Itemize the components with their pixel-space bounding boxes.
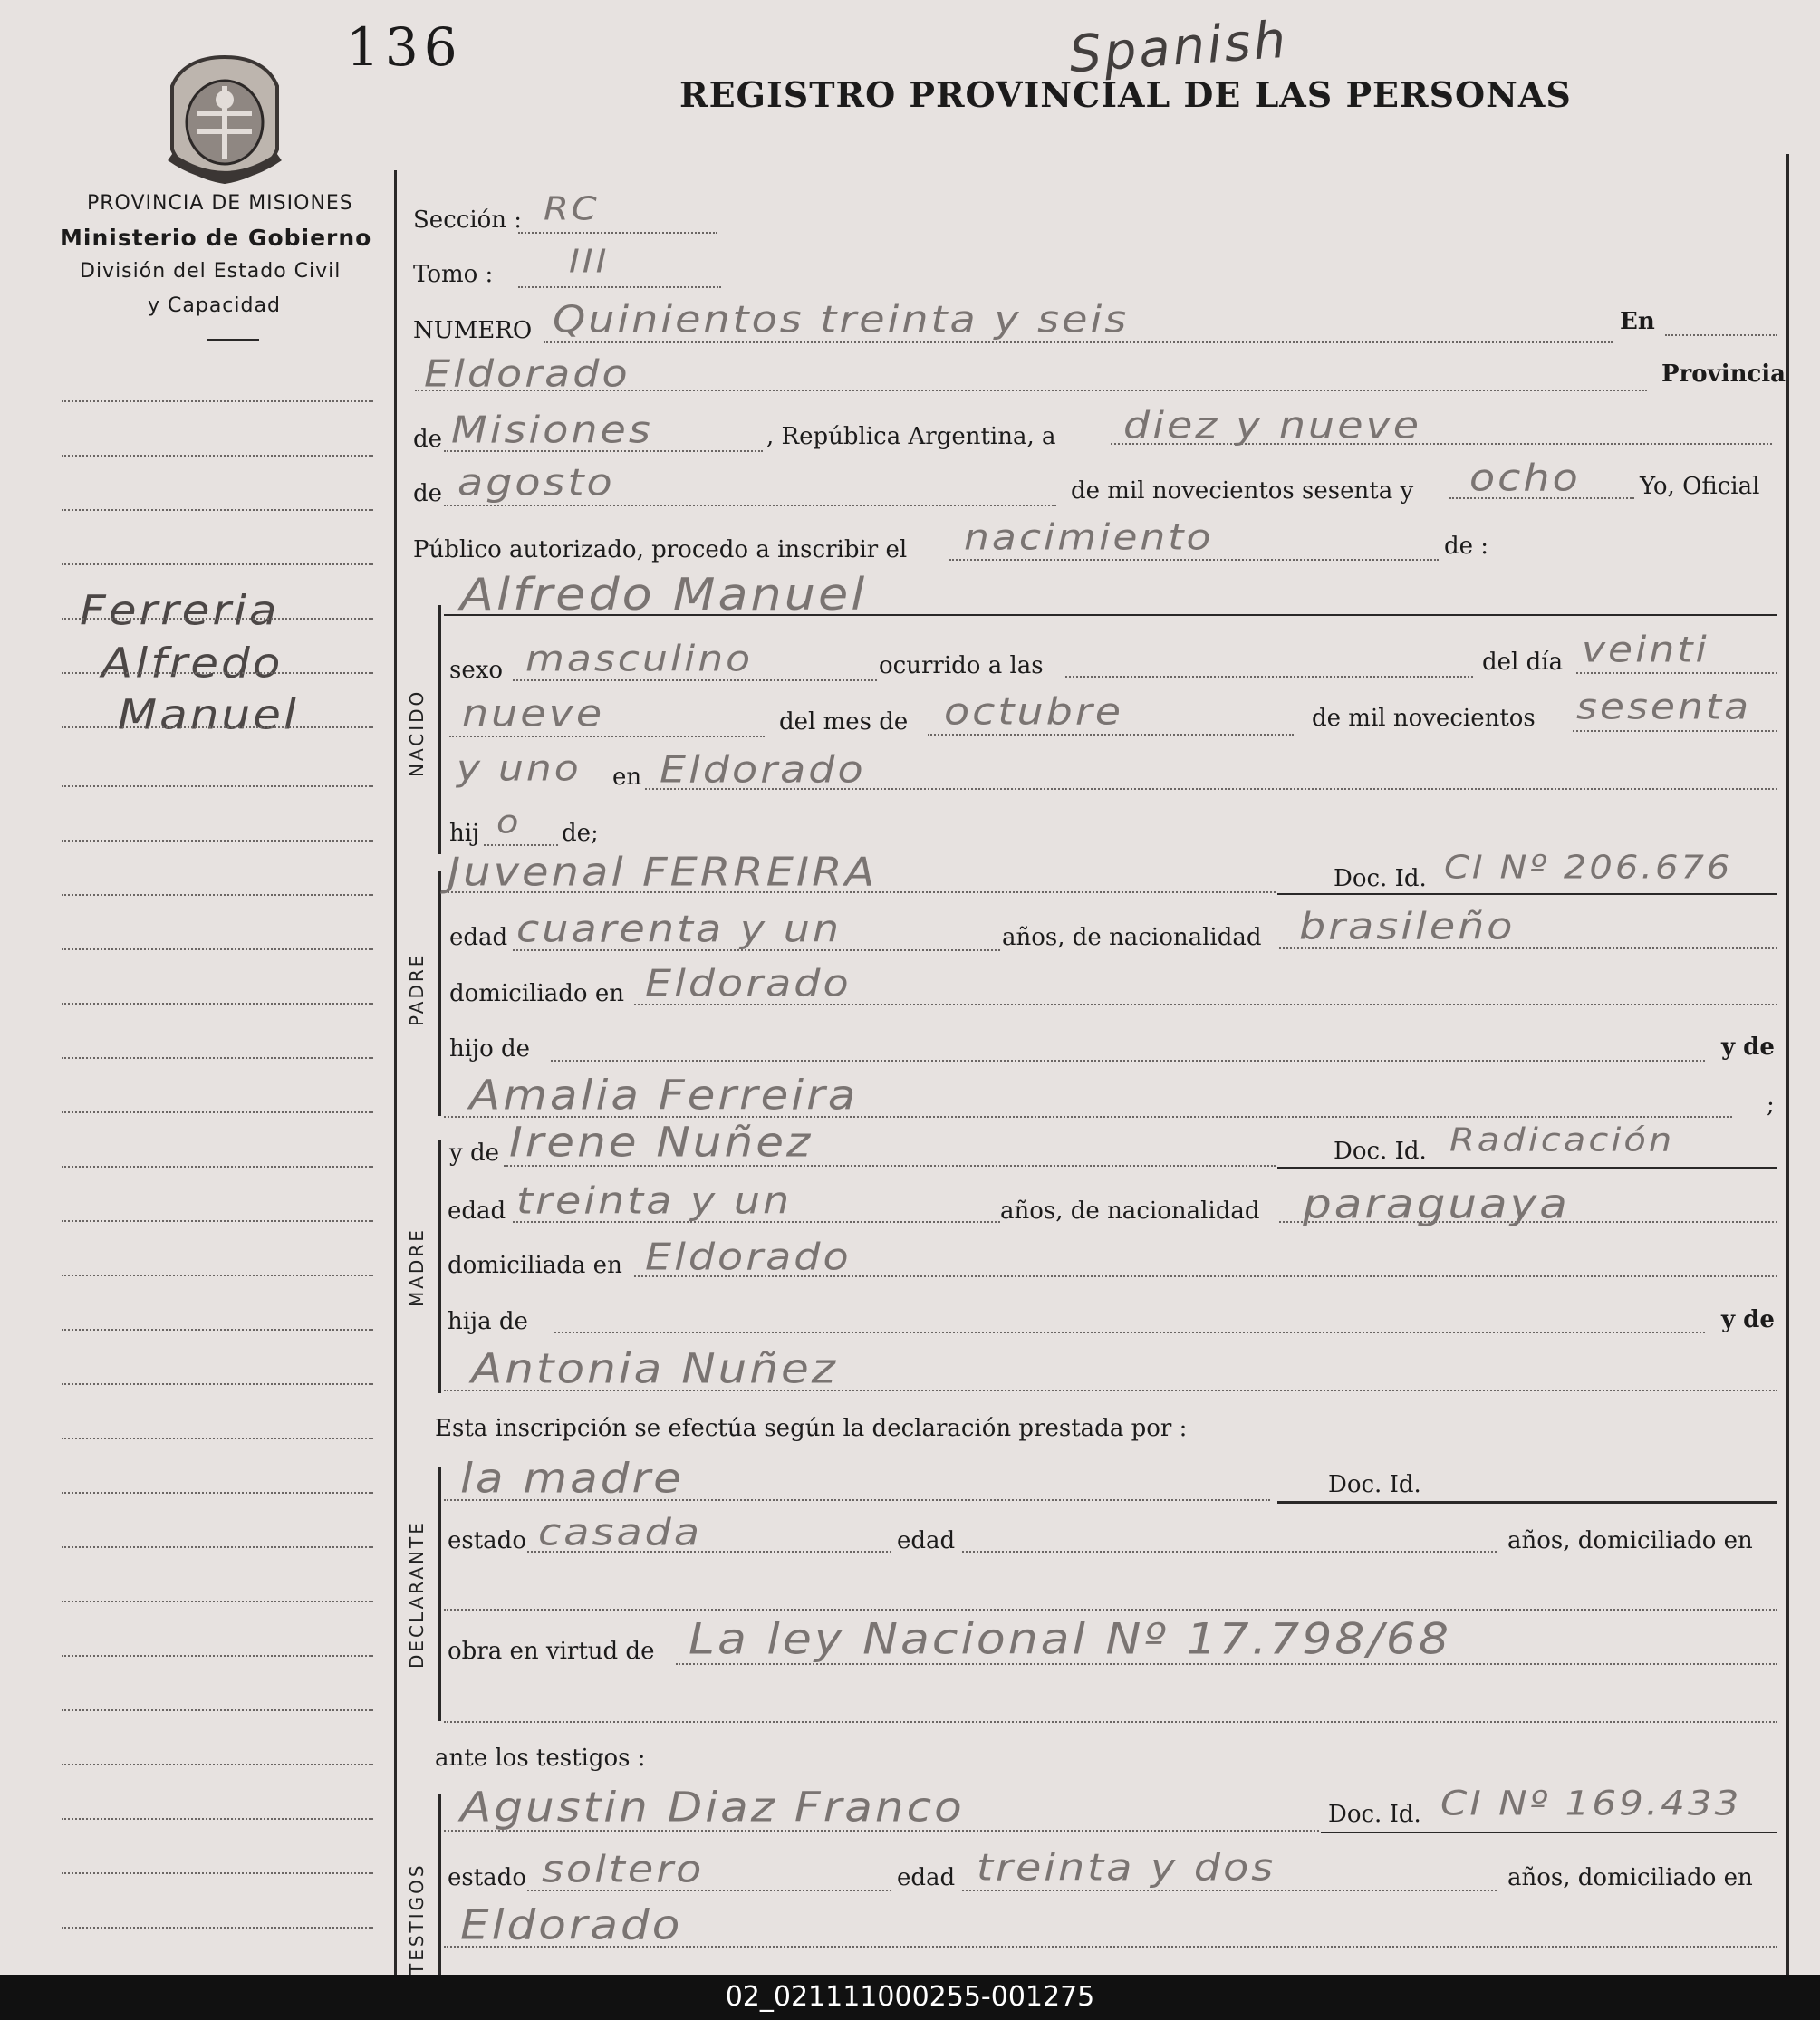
value-padre-dom: Eldorado — [645, 960, 852, 1005]
label-declarante-doc: Doc. Id. — [1328, 1471, 1421, 1498]
label-madre-edad: edad — [448, 1198, 506, 1225]
label-madre-y-de: y de — [449, 1140, 499, 1167]
label-obra: obra en virtud de — [448, 1638, 655, 1665]
label-padre-nac: años, de nacionalidad — [1002, 924, 1262, 951]
value-mes: agosto — [457, 459, 615, 505]
section-label-nacido: NACIDO — [406, 688, 428, 777]
value-madre-nombre: Irene Nuñez — [509, 1118, 814, 1167]
value-hij-suffix: o — [496, 803, 522, 842]
value-madre-edad: treinta y un — [516, 1178, 793, 1223]
value-dia-nac-1: veinti — [1582, 629, 1709, 671]
label-testigo1-doc: Doc. Id. — [1328, 1801, 1421, 1828]
section-label-madre: MADRE — [406, 1227, 428, 1307]
label-de-mil: de mil novecientos sesenta y — [1071, 477, 1414, 505]
header-ministry: Ministerio de Gobierno — [60, 225, 372, 251]
label-de-semicolon: de; — [562, 820, 599, 847]
nacido-bracket — [438, 605, 441, 854]
header-province: PROVINCIA DE MISIONES — [87, 192, 353, 215]
label-de-mil-nov: de mil novecientos — [1312, 705, 1536, 732]
margin-note-line-2: Alfredo — [101, 639, 284, 688]
label-madre-nac: años, de nacionalidad — [1000, 1198, 1260, 1225]
label-semicolon: ; — [1767, 1092, 1775, 1119]
label-tomo: Tomo : — [413, 261, 494, 288]
label-testigo1-anos: años, domiciliado en — [1507, 1864, 1753, 1891]
image-id-footer: 02_021111000255-001275 — [0, 1975, 1820, 2020]
margin-note-line-1: Ferreria — [80, 586, 280, 635]
document-title: REGISTRO PROVINCIAL DE LAS PERSONAS — [679, 74, 1572, 115]
label-hija-de: hija de — [448, 1308, 528, 1335]
margin-note-line-3: Manuel — [118, 690, 299, 739]
value-madre-doc: Radicación — [1449, 1121, 1675, 1159]
label-padre-edad: edad — [449, 924, 508, 951]
label-del-dia: del día — [1482, 649, 1564, 676]
value-seccion: RC — [544, 190, 600, 228]
value-anio-nac-1: sesenta — [1576, 686, 1752, 728]
value-padre-madre: Amalia Ferreira — [469, 1071, 859, 1120]
value-testigo1-doc: CI Nº 169.433 — [1440, 1783, 1742, 1823]
section-label-testigos: TESTIGOS — [406, 1862, 428, 1975]
label-esta-inscripcion: Esta inscripción se efectúa según la declaración prestada por : — [435, 1415, 1188, 1442]
label-madre-doc: Doc. Id. — [1334, 1138, 1427, 1165]
value-madre-dom: Eldorado — [645, 1234, 852, 1279]
label-de-colon: de : — [1444, 533, 1489, 560]
value-dia-nac-2: nueve — [462, 690, 605, 736]
madre-bracket — [438, 1140, 441, 1393]
value-madre-madre: Antonia Nuñez — [471, 1344, 838, 1393]
value-testigo1-estado: soltero — [542, 1846, 705, 1891]
label-hijo-de: hijo de — [449, 1035, 531, 1063]
label-de-1: de — [413, 426, 443, 453]
value-acto: nacimiento — [964, 516, 1214, 559]
label-yo-oficial: Yo, Oficial — [1640, 473, 1760, 500]
label-declarante-anos: años, domiciliado en — [1507, 1527, 1753, 1554]
frame-right-rule — [1786, 154, 1789, 1975]
value-declarante: la madre — [460, 1454, 684, 1503]
label-de-2: de — [413, 480, 443, 507]
label-madre-dom: domiciliada en — [448, 1252, 622, 1279]
frame-left-rule — [394, 170, 397, 1975]
label-padre-y-de: y de — [1721, 1034, 1775, 1061]
value-ciudad: Eldorado — [424, 351, 631, 396]
value-tomo: III — [569, 243, 610, 281]
section-label-padre: PADRE — [406, 952, 428, 1026]
declarante-bracket — [438, 1467, 441, 1721]
label-publico: Público autorizado, procedo a inscribir el — [413, 536, 908, 563]
label-padre-dom: domiciliado en — [449, 980, 624, 1007]
header-divider — [207, 339, 259, 341]
value-testigo1: Agustin Diaz Franco — [460, 1783, 965, 1832]
label-en: En — [1620, 308, 1655, 335]
value-ley: La ley Nacional Nº 17.798/68 — [689, 1615, 1452, 1664]
label-declarante-edad: edad — [897, 1527, 956, 1554]
value-madre-nac: paraguaya — [1303, 1179, 1570, 1228]
value-testigo1-dom: Eldorado — [460, 1900, 683, 1949]
header-division-1: División del Estado Civil — [80, 260, 342, 283]
label-ante-testigos: ante los testigos : — [435, 1745, 646, 1772]
label-republica: , República Argentina, a — [766, 423, 1056, 450]
value-provincia: Misiones — [451, 407, 653, 452]
provincial-seal-icon — [161, 50, 288, 186]
value-mes-nac: octubre — [944, 688, 1124, 734]
title-overwrite: Spanish — [1067, 10, 1291, 85]
label-hij: hij — [449, 820, 480, 847]
value-anio-nac-2: y uno — [457, 747, 582, 790]
label-testigo1-edad: edad — [897, 1864, 956, 1891]
testigos-bracket — [438, 1794, 441, 1975]
label-declarante-estado: estado — [448, 1527, 526, 1554]
label-en-nac: en — [612, 764, 642, 791]
label-ocurrido: ocurrido a las — [879, 652, 1044, 679]
label-provincia: Provincia — [1661, 361, 1786, 388]
page-number: 136 — [346, 16, 463, 78]
label-numero: NUMERO — [413, 317, 533, 344]
value-lugar-nac: Eldorado — [660, 746, 866, 792]
label-padre-doc: Doc. Id. — [1334, 865, 1427, 892]
header-division-2: y Capacidad — [148, 294, 281, 317]
value-padre-doc: CI Nº 206.676 — [1444, 849, 1733, 887]
value-padre-edad: cuarenta y un — [516, 906, 843, 951]
padre-bracket — [438, 871, 441, 1116]
value-declarante-estado: casada — [538, 1509, 703, 1554]
label-sexo: sexo — [449, 657, 504, 684]
label-seccion: Sección : — [413, 207, 523, 234]
label-testigo1-estado: estado — [448, 1864, 526, 1891]
value-anio: ocho — [1469, 455, 1581, 500]
value-padre-nac: brasileño — [1299, 903, 1516, 948]
value-nombre: Alfredo Manuel — [460, 569, 868, 620]
value-padre-nombre: Juvenal FERREIRA — [448, 849, 878, 896]
value-dia: diez y nueve — [1123, 402, 1422, 447]
value-testigo1-edad: treinta y dos — [977, 1844, 1276, 1890]
value-sexo: masculino — [525, 638, 754, 680]
section-label-declarante: DECLARANTE — [406, 1520, 428, 1669]
label-del-mes: del mes de — [779, 708, 909, 736]
label-madre-y-de-2: y de — [1721, 1306, 1775, 1333]
value-numero: Quinientos treinta y seis — [553, 296, 1130, 341]
